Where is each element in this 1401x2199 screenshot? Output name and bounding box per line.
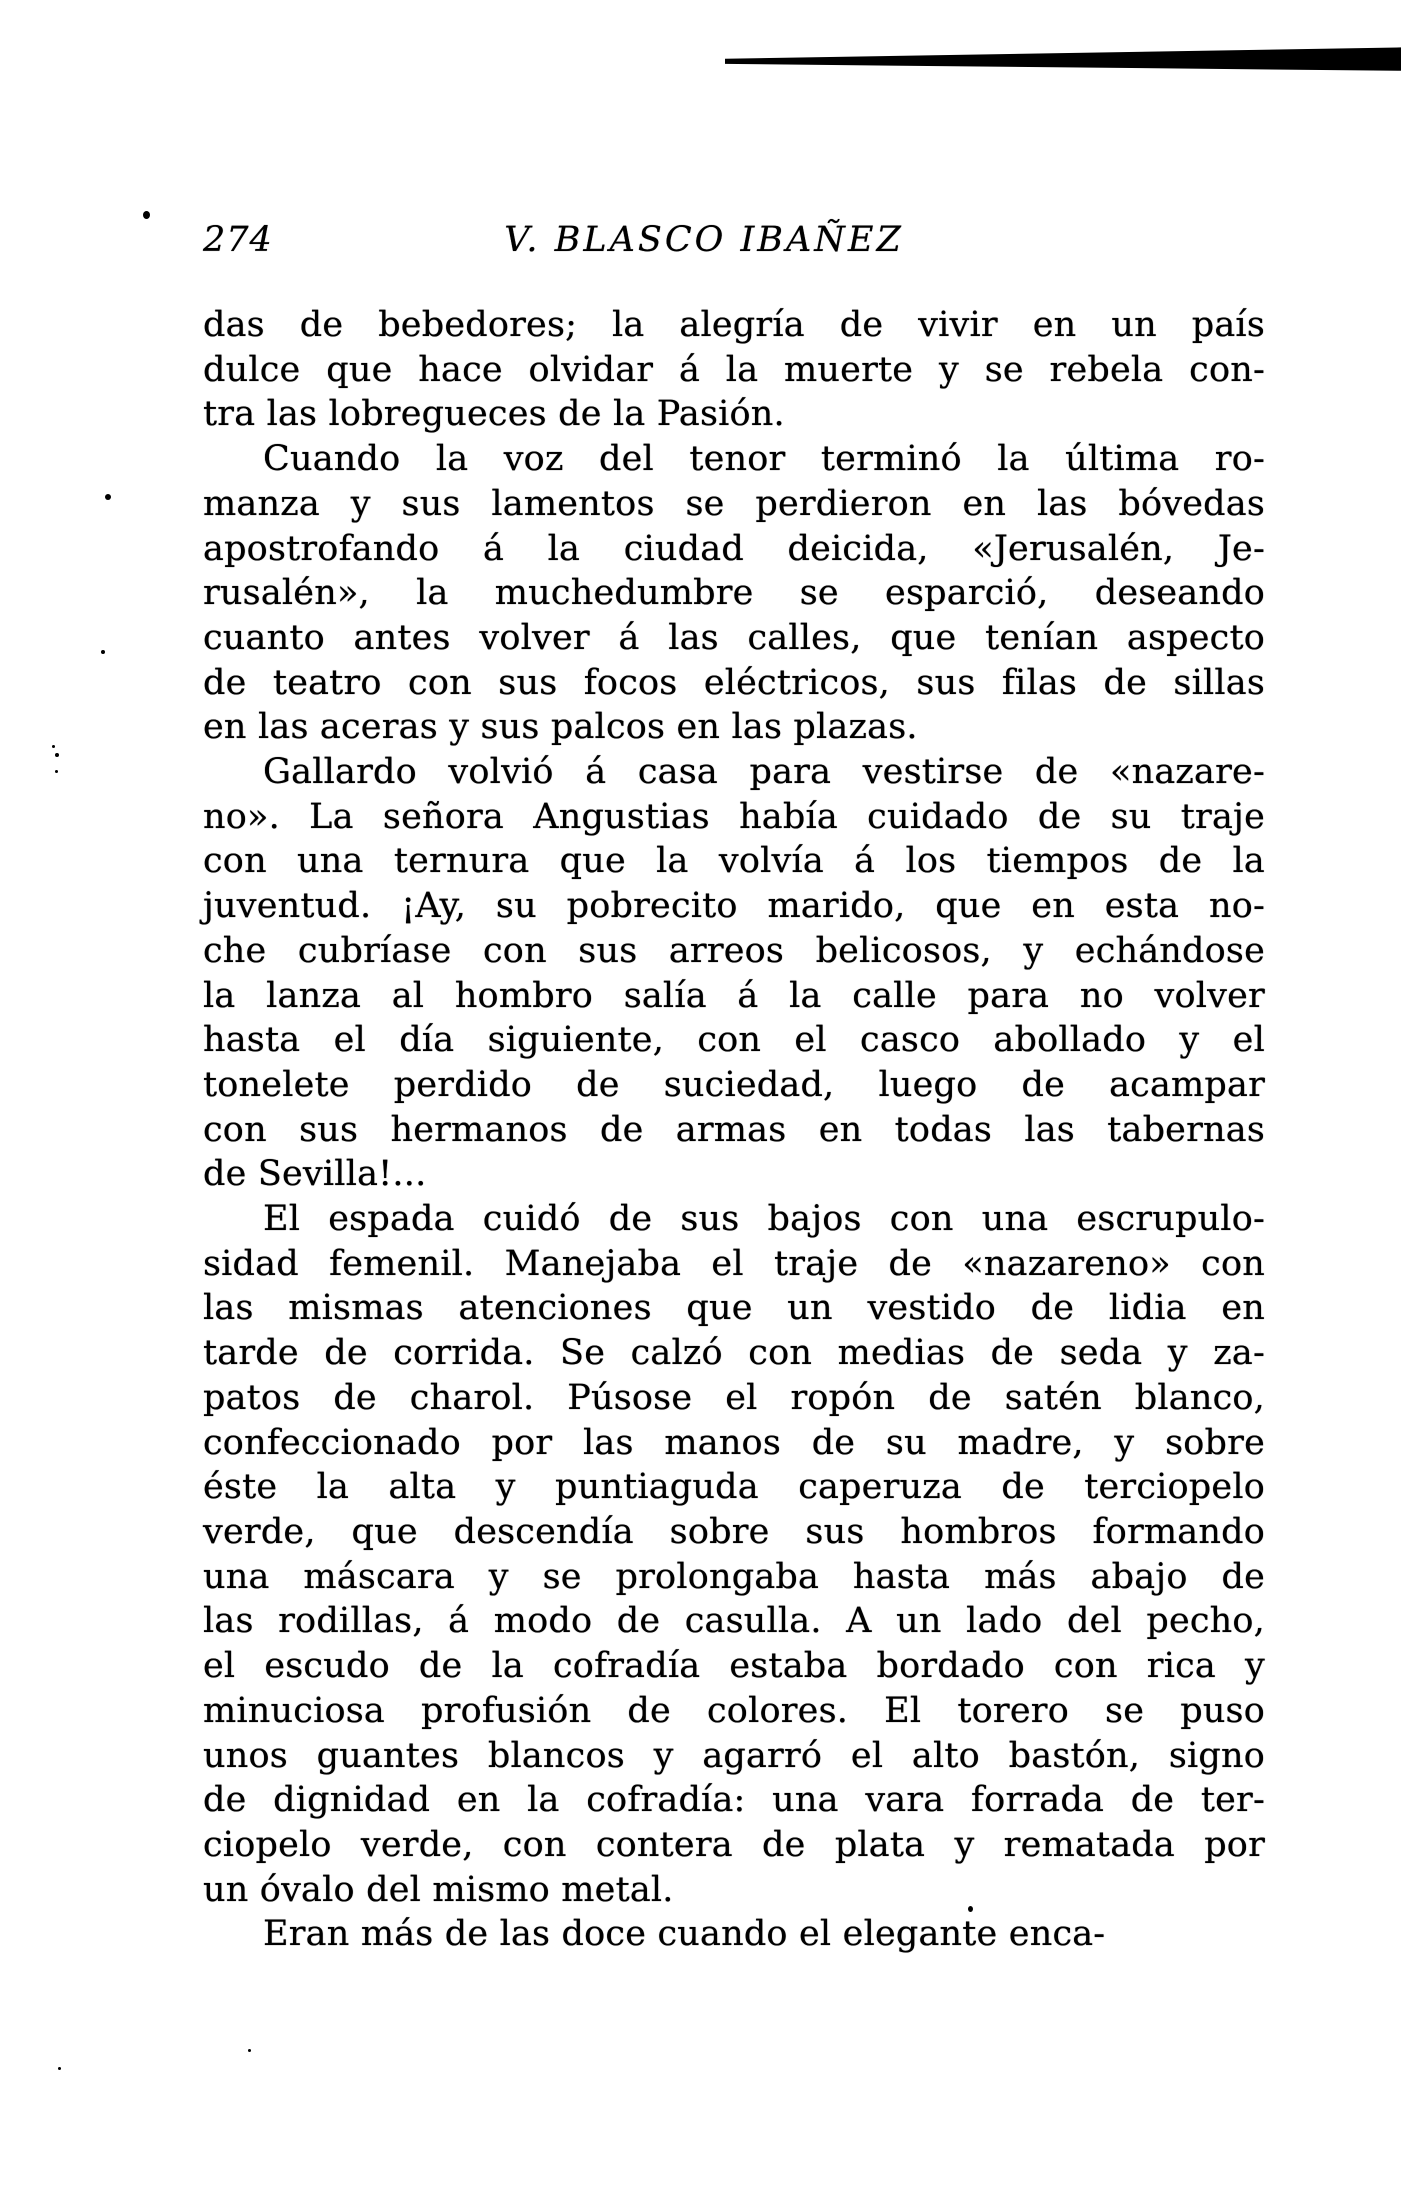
scan-speck — [248, 2049, 251, 2052]
text-line: patos de charol. Púsose el ropón de satén blanco, — [203, 1377, 1265, 1418]
text-line: che cubríase con sus arreos belicosos, y echándose — [203, 930, 1265, 971]
text-line: Cuando la voz del tenor terminó la última ro- — [263, 439, 1265, 480]
text-line: con una ternura que la volvía á los tiempos de la — [203, 841, 1265, 882]
page-header — [203, 220, 1265, 264]
text-line: hasta el día siguiente, con el casco abollado y el — [203, 1020, 1265, 1061]
text-line: las rodillas, á modo de casulla. A un lado del pecho, — [203, 1601, 1265, 1642]
text-line: Eran más de las doce cuando el elegante enca- — [263, 1914, 1106, 1955]
scan-speck — [55, 753, 59, 757]
text-line: minuciosa profusión de colores. El torero se puso — [203, 1690, 1265, 1731]
scan-speck — [105, 494, 111, 500]
text-line: Gallardo volvió á casa para vestirse de «nazare- — [263, 752, 1265, 793]
page-body — [203, 303, 1265, 1957]
text-line: de teatro con sus focos eléctricos, sus filas de sillas — [203, 662, 1265, 703]
text-line: la lanza al hombro salía á la calle para no volver — [203, 975, 1265, 1016]
text-line: manza y sus lamentos se perdieron en las bóvedas — [203, 483, 1265, 524]
text-line: tonelete perdido de suciedad, luego de acampar — [203, 1064, 1265, 1105]
scan-speck — [52, 745, 55, 748]
text-line: las mismas atenciones que un vestido de lidia en — [203, 1288, 1265, 1329]
text-line: das de bebedores; la alegría de vivir en un país — [203, 305, 1265, 345]
text-line: unos guantes blancos y agarró el alto bastón, signo — [203, 1735, 1265, 1776]
text-line: el escudo de la cofradía estaba bordado con rica y — [203, 1646, 1265, 1687]
text-line: con sus hermanos de armas en todas las tabernas — [203, 1109, 1265, 1150]
text-line: sidad femenil. Manejaba el traje de «nazareno» con — [203, 1243, 1265, 1284]
text-line: de Sevilla!... — [203, 1154, 427, 1195]
scan-speck — [55, 770, 58, 773]
text-line: un óvalo del mismo metal. — [203, 1869, 674, 1910]
scan-speck — [143, 211, 150, 219]
text-line: ciopelo verde, con contera de plata y rematada por — [203, 1824, 1265, 1865]
text-line: de dignidad en la cofradía: una vara forrada de ter- — [203, 1780, 1265, 1821]
scan-artifact-bar — [725, 45, 1401, 75]
text-line: apostrofando á la ciudad deicida, «Jerusalén, Je- — [203, 528, 1265, 569]
scan-speck — [58, 2067, 61, 2070]
text-line: juventud. ¡Ay, su pobrecito marido, que en esta no- — [203, 886, 1265, 927]
text-line: El espada cuidó de sus bajos con una escrupulo- — [263, 1199, 1265, 1240]
text-line: en las aceras y sus palcos en las plazas. — [203, 707, 918, 748]
text-line: una máscara y se prolongaba hasta más abajo de — [203, 1556, 1265, 1597]
text-line: tarde de corrida. Se calzó con medias de seda y za- — [203, 1333, 1265, 1374]
text-line: verde, que descendía sobre sus hombros formando — [203, 1511, 1265, 1552]
text-line: cuanto antes volver á las calles, que tenían aspecto — [203, 617, 1265, 658]
text-line: éste la alta y puntiaguda caperuza de terciopelo — [203, 1467, 1265, 1508]
text-line: rusalén», la muchedumbre se esparció, deseando — [203, 573, 1265, 614]
scan-speck — [968, 1906, 973, 1912]
text-line: dulce que hace olvidar á la muerte y se rebela con- — [203, 349, 1265, 390]
running-title: V. BLASCO IBAÑEZ — [504, 220, 904, 260]
text-line: no». La señora Angustias había cuidado de su traje — [203, 796, 1265, 837]
text-line: confeccionado por las manos de su madre, y sobre — [203, 1422, 1265, 1463]
page-number: 274 — [203, 220, 273, 260]
scan-speck — [101, 650, 105, 654]
text-line: tra las lobregueces de la Pasión. — [203, 394, 785, 435]
